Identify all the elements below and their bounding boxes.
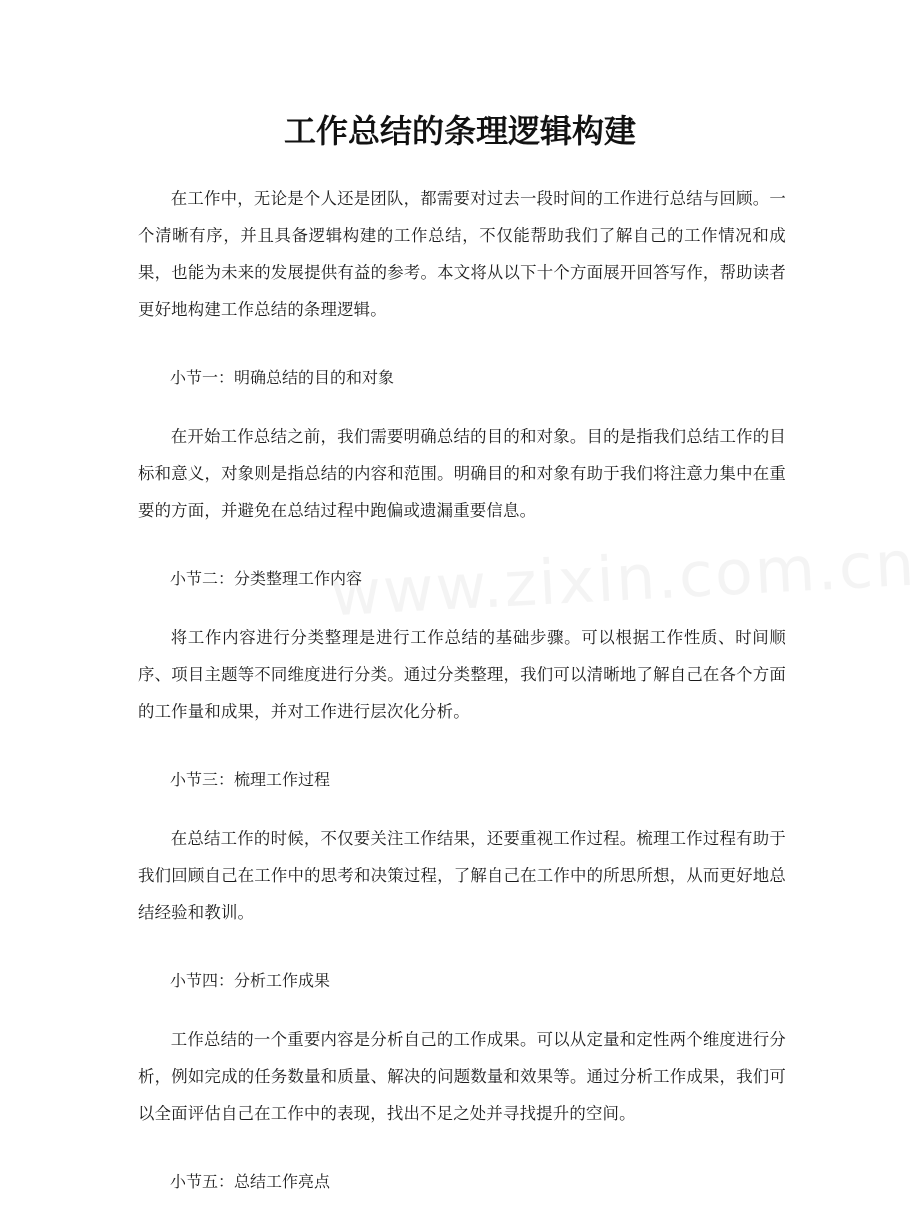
section-4-paragraph: 工作总结的一个重要内容是分析自己的工作成果。可以从定量和定性两个维度进行分析，例如完成的任务数量和质量、解决的问题数量和效果等。通过分析工作成果，我们可以全面评估自己在工作中的表现，找出不足之处并寻找提升的空间。 <box>138 1030 786 1123</box>
document-body <box>138 180 786 1222</box>
section-5-heading: 小节五：总结工作亮点 <box>170 1172 331 1191</box>
section-3-heading: 小节三：梳理工作过程 <box>170 770 331 789</box>
section-1-paragraph: 在开始工作总结之前，我们需要明确总结的目的和对象。目的是指我们总结工作的目标和意义，对象则是指总结的内容和范围。明确目的和对象有助于我们将注意力集中在重要的方面，并避免在总结过程中跑偏或遗漏重要信息。 <box>138 427 786 520</box>
section-1-heading: 小节一：明确总结的目的和对象 <box>170 368 395 387</box>
intro-paragraph: 在工作中，无论是个人还是团队，都需要对过去一段时间的工作进行总结与回顾。一个清晰有序，并且具备逻辑构建的工作总结，不仅能帮助我们了解自己的工作情况和成果，也能为未来的发展提供有益的参考。本文将从以下十个方面展开回答写作，帮助读者更好地构建工作总结的条理逻辑。 <box>138 189 786 319</box>
document-title: 工作总结的条理逻辑构建 <box>283 112 636 150</box>
section-4-heading: 小节四：分析工作成果 <box>170 971 331 990</box>
section-3-paragraph: 在总结工作的时候，不仅要关注工作结果，还要重视工作过程。梳理工作过程有助于我们回顾自己在工作中的思考和决策过程，了解自己在工作中的所思所想，从而更好地总结经验和教训。 <box>138 829 786 922</box>
section-2-heading: 小节二：分类整理工作内容 <box>170 569 363 588</box>
section-2-paragraph: 将工作内容进行分类整理是进行工作总结的基础步骤。可以根据工作性质、时间顺序、项目主题等不同维度进行分类。通过分类整理，我们可以清晰地了解自己在各个方面的工作量和成果，并对工作进行层次化分析。 <box>138 628 786 721</box>
